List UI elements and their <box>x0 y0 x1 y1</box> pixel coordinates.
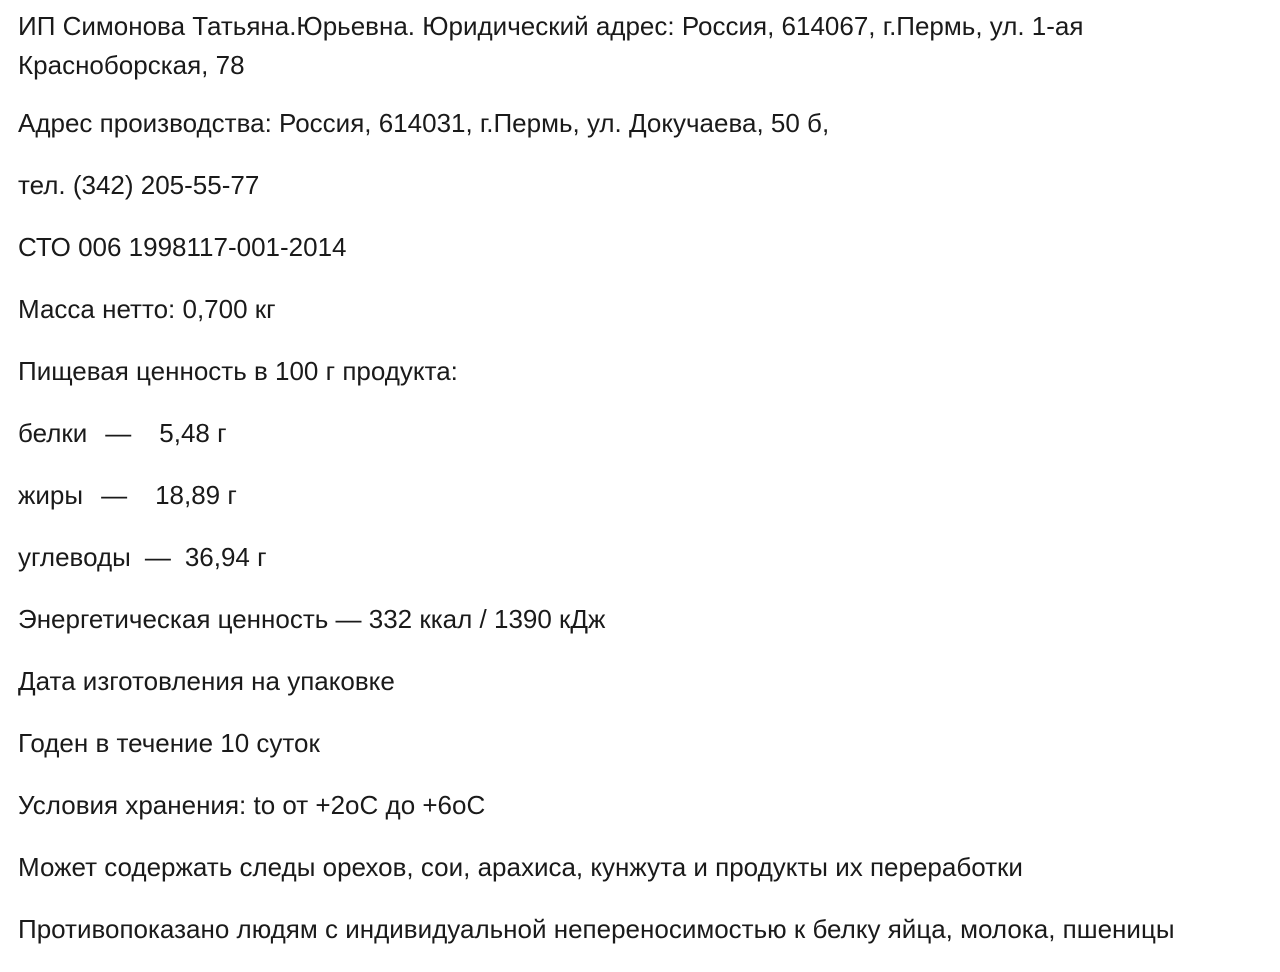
nutrition-header: Пищевая ценность в 100 г продукта: <box>18 356 458 386</box>
nutrient-protein-dash: — <box>105 418 132 448</box>
company-legal-address: ИП Симонова Татьяна.Юрьевна. Юридический адрес: Россия, 614067, г.Пермь, ул. 1-ая Красноборская, 78 <box>18 11 1084 80</box>
nutrient-carbs-value: 36,94 г <box>184 542 267 572</box>
storage-conditions: Условия хранения: to от +2oC до +6oC <box>18 790 486 820</box>
nutrient-fat <box>18 476 1274 515</box>
nutrient-fat-value: 18,89 г <box>155 480 237 510</box>
phone-number: тел. (342) 205-55-77 <box>18 170 260 200</box>
allergen-warning: Может содержать следы орехов, сои, арахиса, кунжута и продукты их переработки <box>18 852 1023 882</box>
manufacture-date: Дата изготовления на упаковке <box>18 666 395 696</box>
nutrient-protein-name: белки <box>18 418 88 448</box>
nutrient-carbs-dash: — <box>144 542 171 572</box>
nutrient-fat-dash: — <box>101 480 128 510</box>
nutrient-fat-name: жиры <box>18 480 84 510</box>
nutrient-carbs <box>18 538 1274 577</box>
energy-value: Энергетическая ценность — 332 ккал / 1390 кДж <box>18 604 606 634</box>
product-label-text <box>18 7 1274 972</box>
shelf-life: Годен в течение 10 суток <box>18 728 320 758</box>
contraindication: Противопоказано людям с индивидуальной непереносимостью к белку яйца, молока, пшеницы <box>18 914 1175 944</box>
production-address: Адрес производства: Россия, 614031, г.Пермь, ул. Докучаева, 50 б, <box>18 108 830 138</box>
net-weight: Масса нетто: 0,700 кг <box>18 294 276 324</box>
nutrient-protein-value: 5,48 г <box>159 418 227 448</box>
standard-code: СТО 006 1998117-001-2014 <box>18 232 347 262</box>
nutrient-protein <box>18 414 1274 453</box>
nutrient-carbs-name: углеводы <box>18 542 131 572</box>
